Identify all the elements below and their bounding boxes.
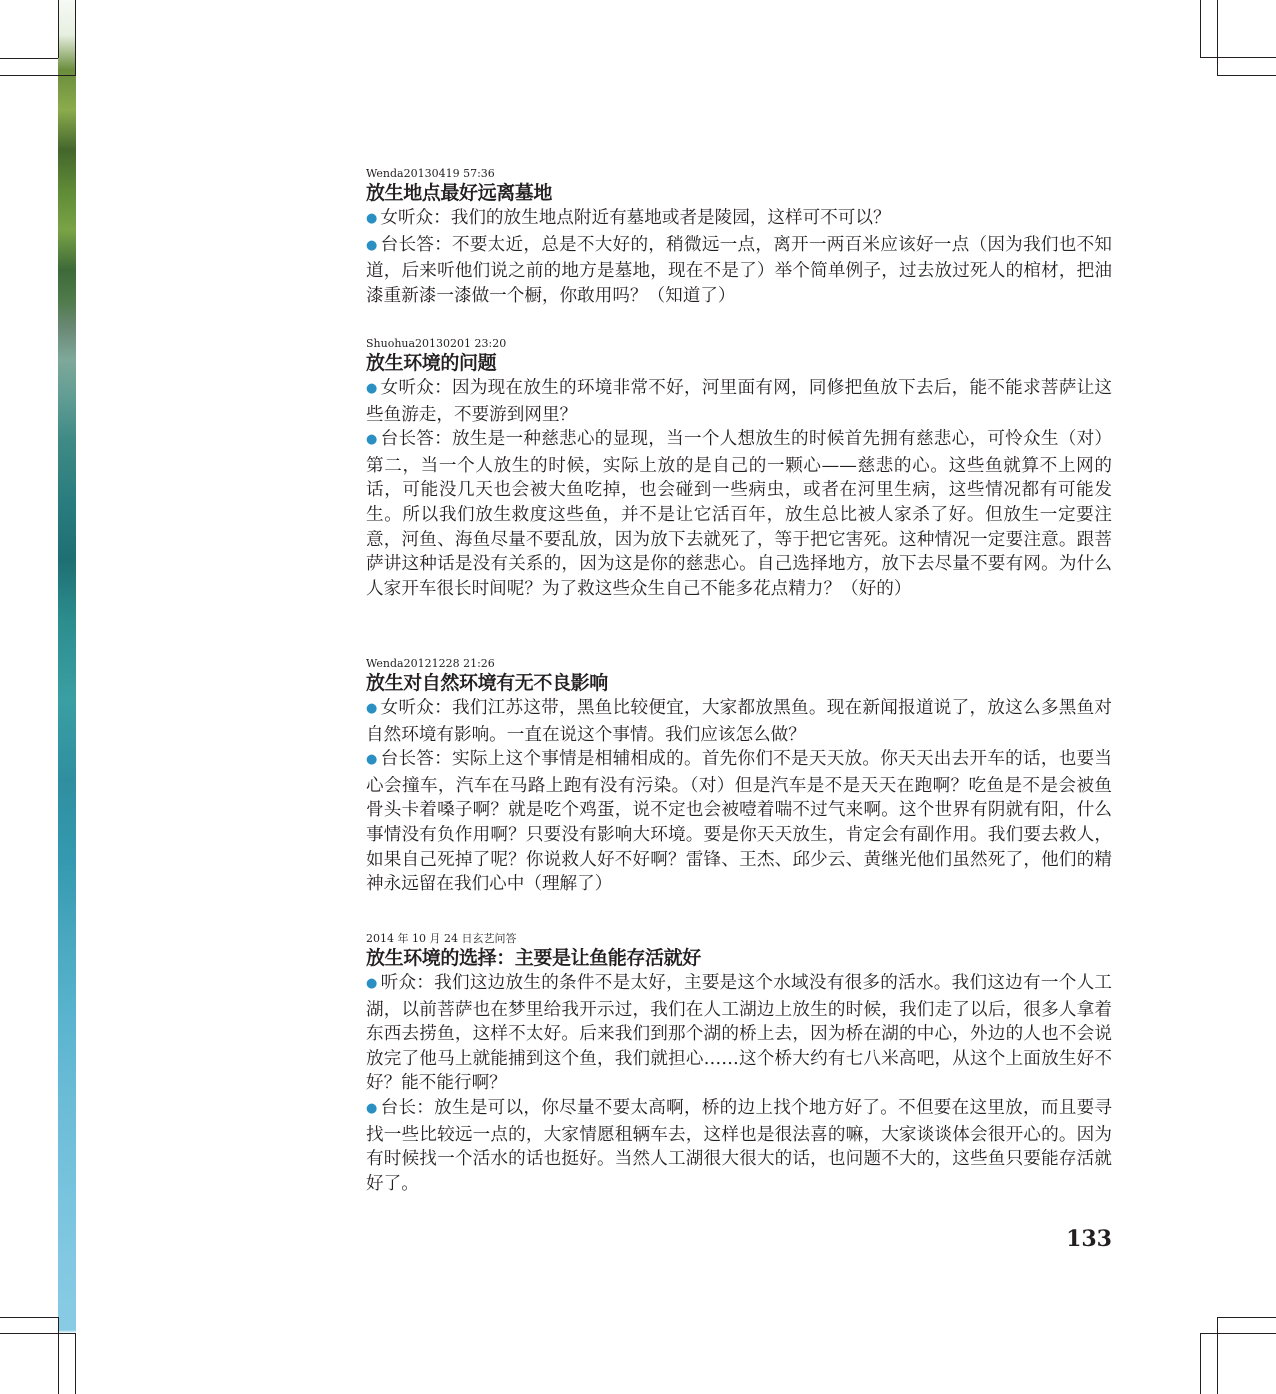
crop-mark (1200, 57, 1276, 58)
crop-mark (1200, 0, 1201, 58)
page-number: 133 (1066, 1226, 1112, 1252)
qa-section (366, 657, 1112, 897)
crop-mark (0, 58, 58, 59)
crop-mark (1217, 1317, 1218, 1394)
section-title: 放生环境的问题 (366, 352, 497, 374)
answer-paragraph (366, 747, 1112, 897)
decorative-photo-strip (58, 0, 76, 1394)
section-source: Shuohua20130201 23:20 (366, 337, 507, 350)
answer-paragraph (366, 233, 1112, 309)
paragraph-text: 台长答：实际上这个事情是相辅相成的。首先你们不是天天放。你天天出去开车的话，也要当心会撞车，汽车在马路上跑有没有污染。（对）但是汽车是不是天天在跑啊？吃鱼是不是会被鱼骨头卡着嗓子啊？就是吃个鸡蛋，说不定也会被噎着喘不过气来啊。这个世界有阴就有阳，什么事情没有负作用啊？只要没有影响大环境。要是你天天放生，肯定会有副作用。我们要去救人，如果自己死掉了呢？你说救人好不好啊？雷锋、王杰、邱少云、黄继光他们虽然死了，他们的精神永远留在我们心中（理解了） (366, 749, 1113, 895)
crop-mark (1217, 75, 1276, 76)
question-paragraph (366, 206, 1112, 233)
section-source: Wenda20121228 21:26 (366, 657, 495, 670)
bullet-icon: ● (366, 381, 378, 396)
paragraph-text: 听众：我们这边放生的条件不是太好，主要是这个水域没有很多的活水。我们这边有一个人工湖，以前菩萨也在梦里给我开示过，我们在人工湖边上放生的时候，我们走了以后，很多人拿着东西去捞鱼，这样不太好。后来我们到那个湖的桥上去，因为桥在湖的中心，外边的人也不会说放完了他马上就能捕到这个鱼，我们就担心……这个桥大约有七八米高吧，从这个上面放生好不好？能不能行啊？ (366, 973, 1113, 1094)
crop-mark (58, 0, 59, 58)
qa-section (366, 337, 1112, 601)
bullet-icon: ● (366, 237, 378, 253)
crop-mark (75, 1333, 76, 1394)
bullet-icon: ● (366, 432, 378, 448)
bullet-icon: ● (366, 701, 378, 716)
bullet-icon: ● (366, 752, 378, 768)
bullet-icon: ● (366, 211, 378, 226)
bullet-icon: ● (366, 976, 378, 991)
paragraph-text: 女听众：因为现在放生的环境非常不好，河里面有网，同修把鱼放下去后，能不能求菩萨让这些鱼游走，不要游到网里？ (366, 378, 1113, 425)
crop-mark (1217, 0, 1218, 76)
section-source: 2014 年 10 月 24 日玄艺问答 (366, 932, 517, 945)
paragraph-text: 女听众：我们江苏这带，黑鱼比较便宜，大家都放黑鱼。现在新闻报道说了，放这么多黑鱼对自然环境有影响。一直在说这个事情。我们应该怎么做？ (366, 698, 1113, 745)
bullet-icon: ● (366, 1100, 378, 1116)
crop-mark (0, 1333, 76, 1334)
question-paragraph (366, 696, 1112, 747)
section-title: 放生对自然环境有无不良影响 (366, 672, 608, 694)
qa-section (366, 167, 1112, 308)
crop-mark (0, 75, 76, 76)
section-title: 放生地点最好远离墓地 (366, 182, 553, 204)
crop-mark (1200, 1333, 1276, 1334)
question-paragraph (366, 971, 1112, 1096)
crop-mark (1217, 1317, 1276, 1318)
crop-mark (75, 0, 76, 76)
paragraph-text: 台长答：不要太近，总是不大好的，稍微远一点，离开一两百米应该好一点（因为我们也不知道，后来听他们说之前的地方是墓地，现在不是了）举个简单例子，过去放过死人的棺材，把油漆重新漆一漆做一个橱，你敢用吗？（知道了） (366, 234, 1113, 306)
crop-mark (58, 1317, 59, 1394)
answer-paragraph (366, 1096, 1112, 1196)
crop-mark (0, 1317, 58, 1318)
paragraph-text: 台长：放生是可以，你尽量不要太高啊，桥的边上找个地方好了。不但要在这里放，而且要寻找一些比较远一点的，大家情愿租辆车去，这样也是很法喜的嘛，大家谈谈体会很开心的。因为有时候找一个活水的话也挺好。当然人工湖很大很大的话，也问题不大的，这些鱼只要能存活就好了。 (366, 1097, 1113, 1194)
paragraph-text: 台长答：放生是一种慈悲心的显现，当一个人想放生的时候首先拥有慈悲心，可怜众生（对）第二，当一个人放生的时候，实际上放的是自己的一颗心——慈悲的心。这些鱼就算不上网的话，可能没几天也会被大鱼吃掉，也会碰到一些病虫，或者在河里生病，这些情况都有可能发生。所以我们放生救度这些鱼，并不是让它活百年，放生总比被人家杀了好。但放生一定要注意，河鱼、海鱼尽量不要乱放，因为放下去就死了，等于把它害死。这种情况一定要注意。跟菩萨讲这种话是没有关系的，因为这是你的慈悲心。自己选择地方，放下去尽量不要有网。为什么人家开车很长时间呢？为了救这些众生自己不能多花点精力？（好的） (366, 429, 1113, 599)
crop-mark (1200, 1333, 1201, 1394)
qa-section (366, 932, 1112, 1196)
answer-paragraph (366, 427, 1112, 601)
section-source: Wenda20130419 57:36 (366, 167, 495, 180)
section-title: 放生环境的选择：主要是让鱼能存活就好 (366, 947, 701, 969)
question-paragraph (366, 376, 1112, 427)
paragraph-text: 女听众：我们的放生地点附近有墓地或者是陵园，这样可不可以？ (380, 208, 891, 228)
